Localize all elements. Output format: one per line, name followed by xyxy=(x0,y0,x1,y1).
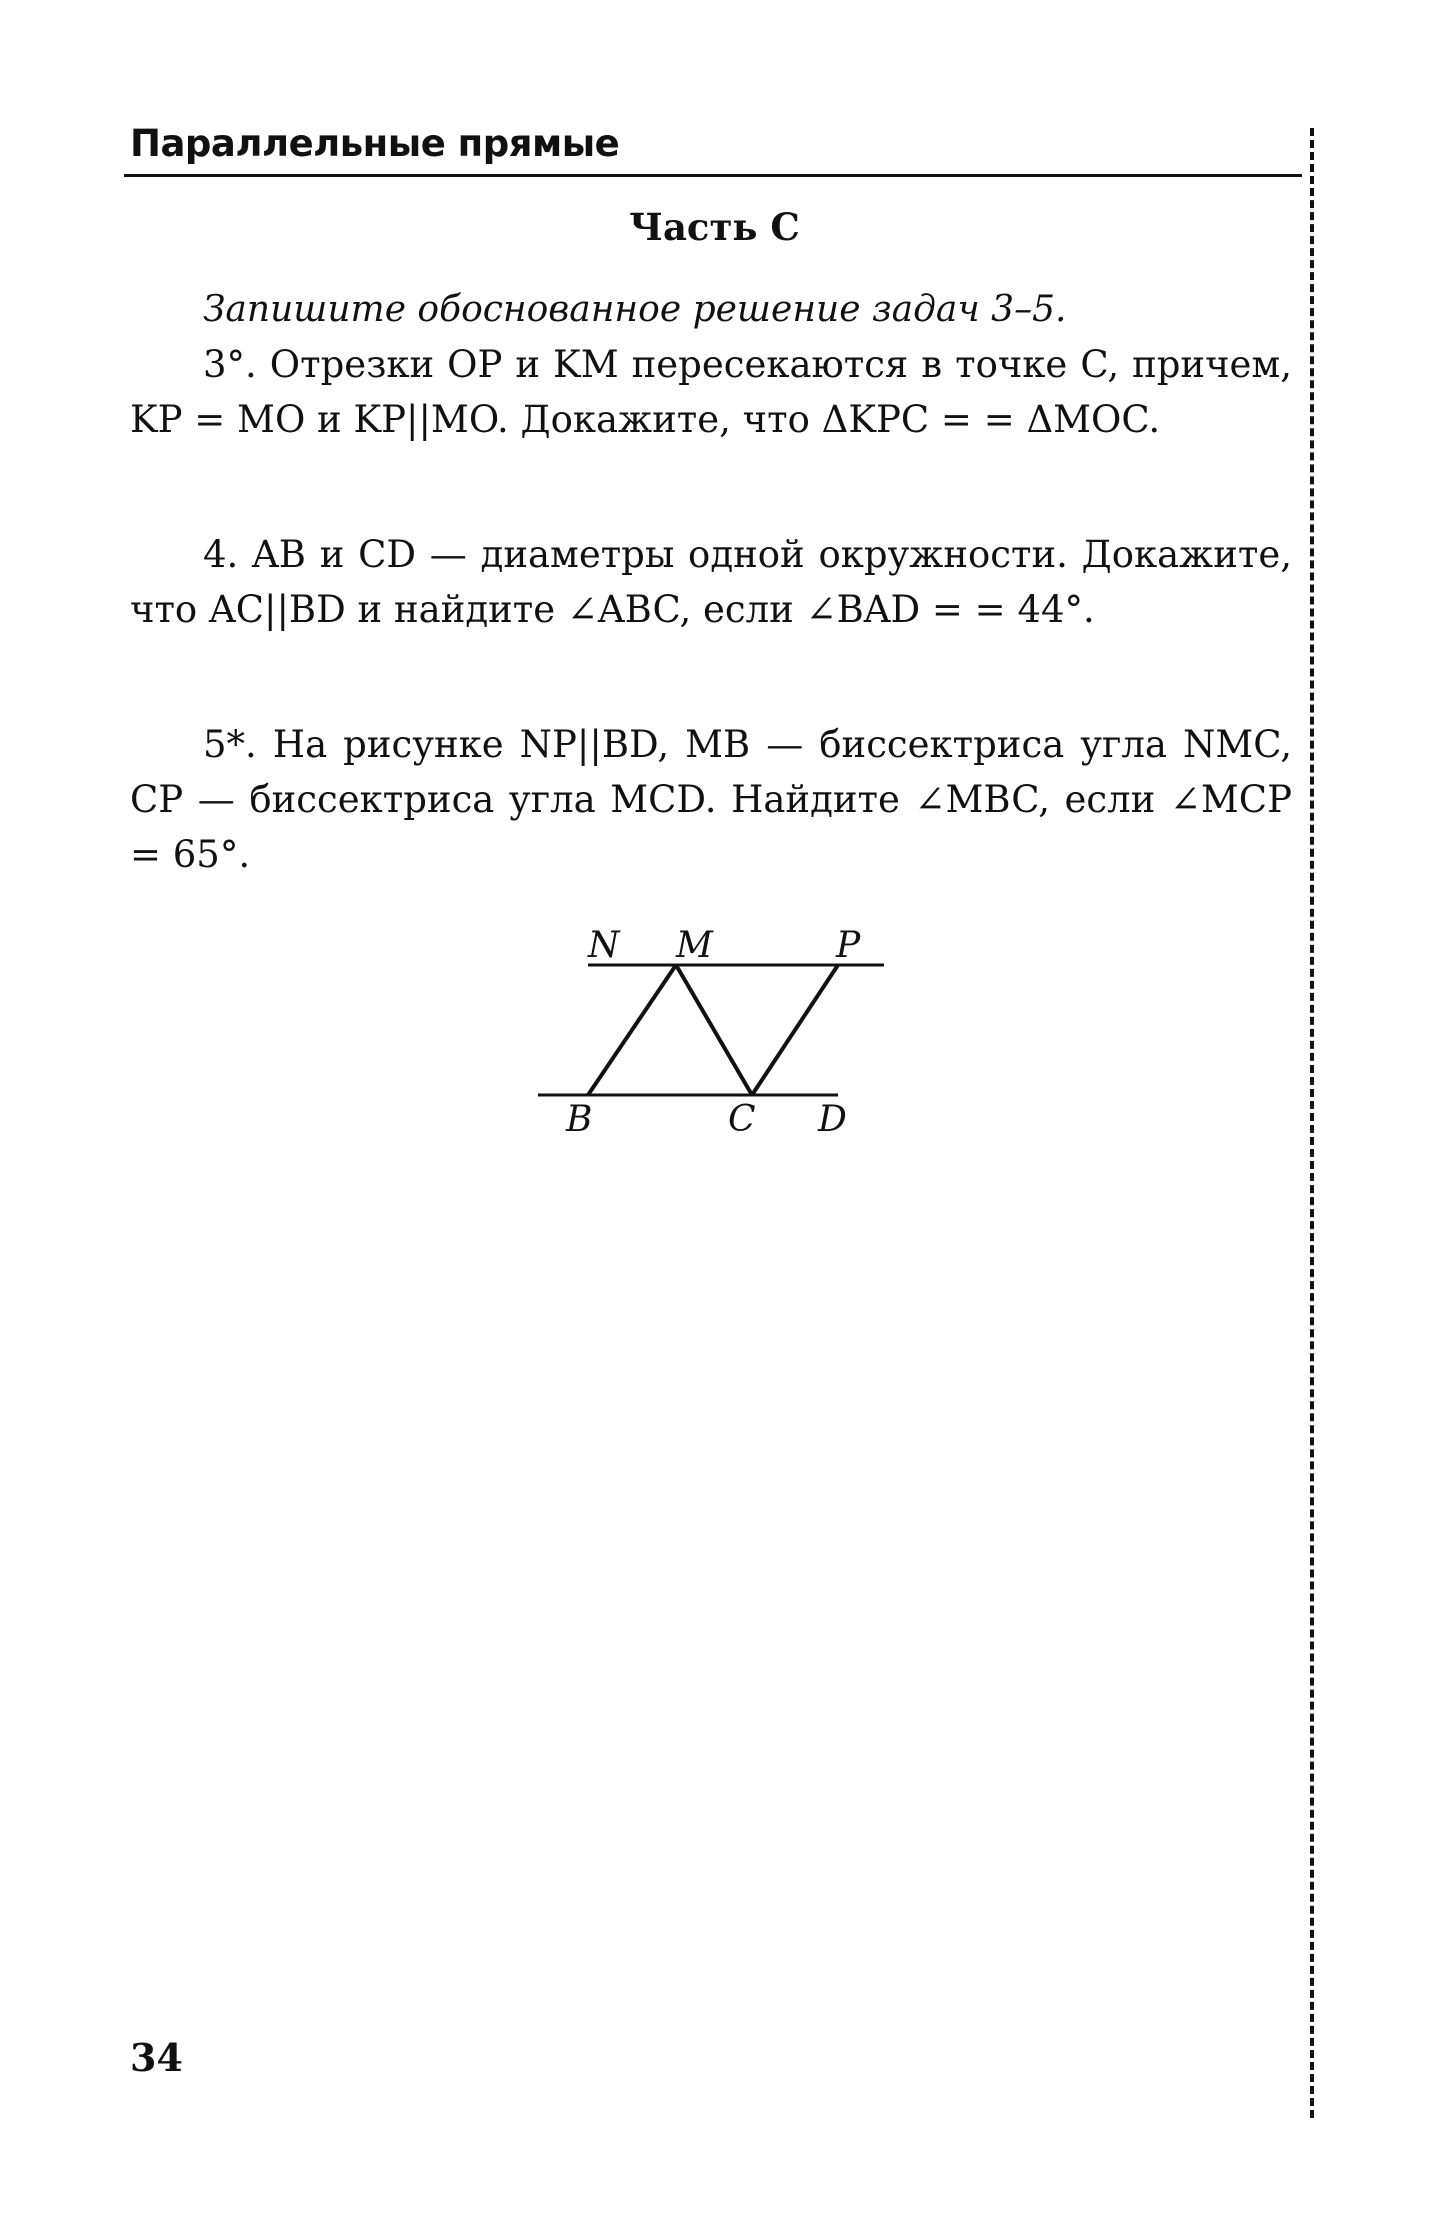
segment-mc xyxy=(676,965,752,1095)
segment-mb xyxy=(588,965,676,1095)
instruction: Запишите обоснованное решение задач 3–5. xyxy=(203,289,1067,330)
label-c: C xyxy=(728,1099,756,1140)
task-5: 5*. На рисунке NP||BD, MB — биссектриса угла NMC, CP — биссектриса угла MCD. Найдите ∠MBC, если ∠MCP = 65°. xyxy=(130,723,1292,876)
task-4: 4. AB и CD — диаметры одной окружности. Докажите, что AC||BD и найдите ∠ABC, если ∠BAD = = 44°. xyxy=(130,533,1292,631)
running-header: Параллельные прямые xyxy=(130,122,620,165)
task-3: 3°. Отрезки OP и KM пересекаются в точке C, причем, KP = MO и KP||MO. Докажите, что ΔKPC = = ΔMOC. xyxy=(130,343,1292,441)
label-b: B xyxy=(566,1099,593,1140)
section-title: Часть C xyxy=(629,205,800,249)
label-p: P xyxy=(836,925,861,966)
label-d: D xyxy=(818,1099,847,1140)
page-number: 34 xyxy=(130,2035,183,2080)
segment-cp xyxy=(752,965,838,1095)
label-m: M xyxy=(676,925,713,966)
label-n: N xyxy=(588,925,620,966)
